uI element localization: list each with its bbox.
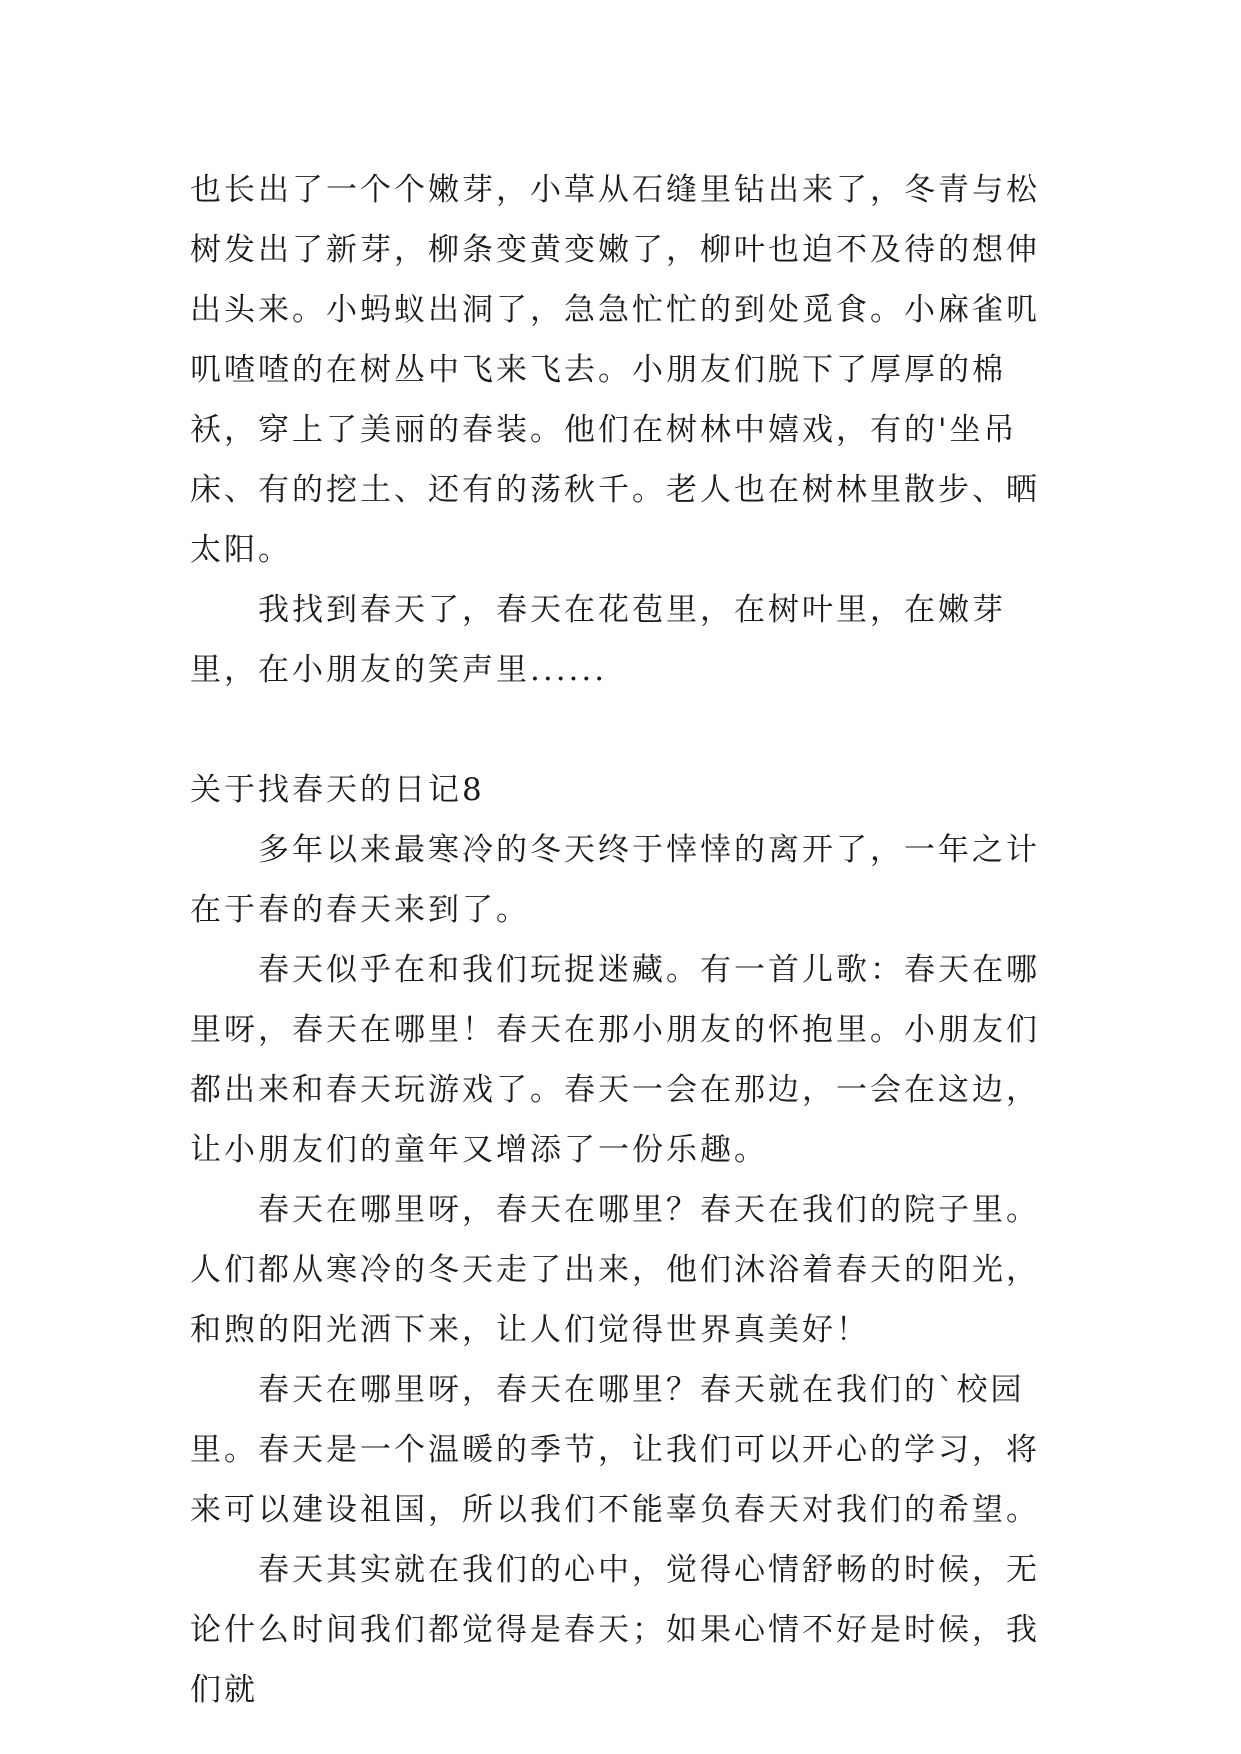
section-paragraph-4: 春天在哪里呀，春天在哪里？春天就在我们的`校园里。春天是一个温暖的季节，让我们可以开心的学习，将来可以建设祖国，所以我们不能辜负春天对我们的希望。	[190, 1372, 1040, 1528]
section-paragraph-2: 春天似乎在和我们玩捉迷藏。有一首儿歌：春天在哪里呀，春天在哪里！春天在那小朋友的怀抱里。小朋友们都出来和春天玩游戏了。春天一会在那边，一会在这边，让小朋友们的童年又增添了一份乐趣。	[190, 952, 1040, 1168]
section-paragraph-1: 多年以来最寒冷的冬天终于悻悻的离开了，一年之计在于春的春天来到了。	[190, 832, 1040, 928]
paragraph-continued-1: 也长出了一个个嫩芽，小草从石缝里钻出来了，冬青与松树发出了新芽，柳条变黄变嫩了，柳叶也迫不及待的想伸出头来。小蚂蚁出洞了，急急忙忙的到处觅食。小麻雀叽叽喳喳的在树丛中飞来飞去。小朋友们脱下了厚厚的棉袄，穿上了美丽的春装。他们在树林中嬉戏，有的'坐吊床、有的挖土、还有的荡秋千。老人也在树林里散步、晒太阳。	[190, 172, 1040, 568]
section-spacer	[190, 700, 1070, 760]
paragraph-continued-2: 我找到春天了，春天在花苞里，在树叶里，在嫩芽里，在小朋友的笑声里......	[190, 592, 1006, 688]
section-title: 关于找春天的日记8	[190, 772, 485, 808]
section-paragraph-5: 春天其实就在我们的心中，觉得心情舒畅的时候，无论什么时间我们都觉得是春天；如果心情不好是时候，我们就	[190, 1552, 1040, 1708]
document-body	[190, 160, 1070, 1720]
section-paragraph-3: 春天在哪里呀，春天在哪里？春天在我们的院子里。人们都从寒冷的冬天走了出来，他们沐浴着春天的阳光，和煦的阳光洒下来，让人们觉得世界真美好！	[190, 1192, 1040, 1348]
